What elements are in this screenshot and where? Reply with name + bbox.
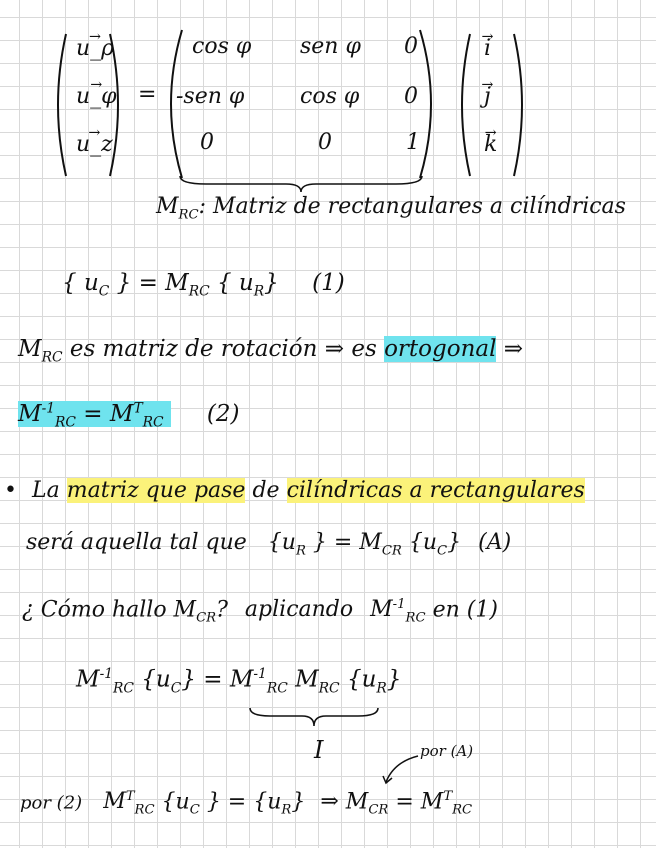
vector-entry-i: → i	[484, 38, 491, 60]
vector-entry-u-rho: → u_ρ	[76, 38, 114, 60]
vector-entry-j: → j	[484, 86, 491, 108]
bullet-line-2: será aquella tal que {$u_R$ } = $M_{CR}$ $\{u_C\}$ (A)	[26, 530, 512, 559]
matrix-cell-2-1: -sen φ	[176, 84, 245, 109]
bullet-mark: •	[4, 478, 17, 503]
highlight-ortogonal: ortogonal	[384, 336, 497, 362]
question-line: ¿ Cómo hallo $M_{CR}$? aplicando $M^{-1}_{RC}$ en (1)	[22, 597, 498, 626]
product-underbrace	[246, 704, 382, 728]
matrix-cell-1-1: cos φ	[192, 34, 252, 59]
right-vector-parens	[452, 30, 532, 180]
equation-A-number: (A)	[478, 530, 512, 555]
highlight-matriz: matriz que pase	[66, 478, 246, 503]
equation-4: por (2) $M^T_{RC}$ {$u_C$ } = $\{u_R\}$ ⇒ $M_{CR} = M^T_{RC}$	[20, 789, 473, 818]
matrix-cell-2-2: cos φ	[300, 84, 360, 109]
vector-entry-u-z: → u_z	[76, 134, 113, 156]
equation-1-number: (1)	[312, 270, 345, 296]
equation-1: { $u_C$ } = $M_{RC}$ { $u_R$} (1)	[62, 270, 345, 300]
highlight-cilindricas: cilíndricas a rectangulares	[286, 478, 585, 503]
highlight-inverse-transpose: $M^{-1}_{RC} = M^T_{RC}$	[18, 401, 171, 427]
matrix-cell-1-2: sen φ	[300, 34, 361, 59]
vector-entry-k: → k	[484, 134, 497, 156]
matrix-cell-2-3: 0	[404, 84, 418, 109]
identity-symbol: I	[314, 736, 324, 764]
matrix-cell-3-2: 0	[318, 130, 332, 155]
vector-entry-u-phi: → u_φ	[76, 86, 117, 108]
matrix-cell-1-3: 0	[404, 34, 418, 59]
matrix-label: $M_{RC}$: Matriz de rectangulares a cilíndricas	[156, 194, 626, 223]
annotation-arrow	[380, 752, 424, 786]
equation-2	[18, 402, 240, 430]
annotation-por-A: por (A)	[420, 742, 474, 760]
equation-3: $M^{-1}_{RC}$ $\{u_C\} = M^{-1}_{RC}$ $M_{RC}$ $\{u_R\}$	[76, 666, 402, 697]
bullet-line-1: • La matriz que pase de cilíndricas a rectangulares	[4, 478, 585, 503]
matrix-underbrace	[176, 172, 426, 194]
equation-2-number: (2)	[206, 400, 240, 427]
rotation-statement: $M_{RC}$ es matriz de rotación ⇒ es ortogonal ⇒	[18, 336, 524, 366]
equals-sign: =	[138, 82, 157, 107]
matrix-cell-3-1: 0	[200, 130, 214, 155]
matrix-cell-3-3: 1	[406, 130, 420, 155]
